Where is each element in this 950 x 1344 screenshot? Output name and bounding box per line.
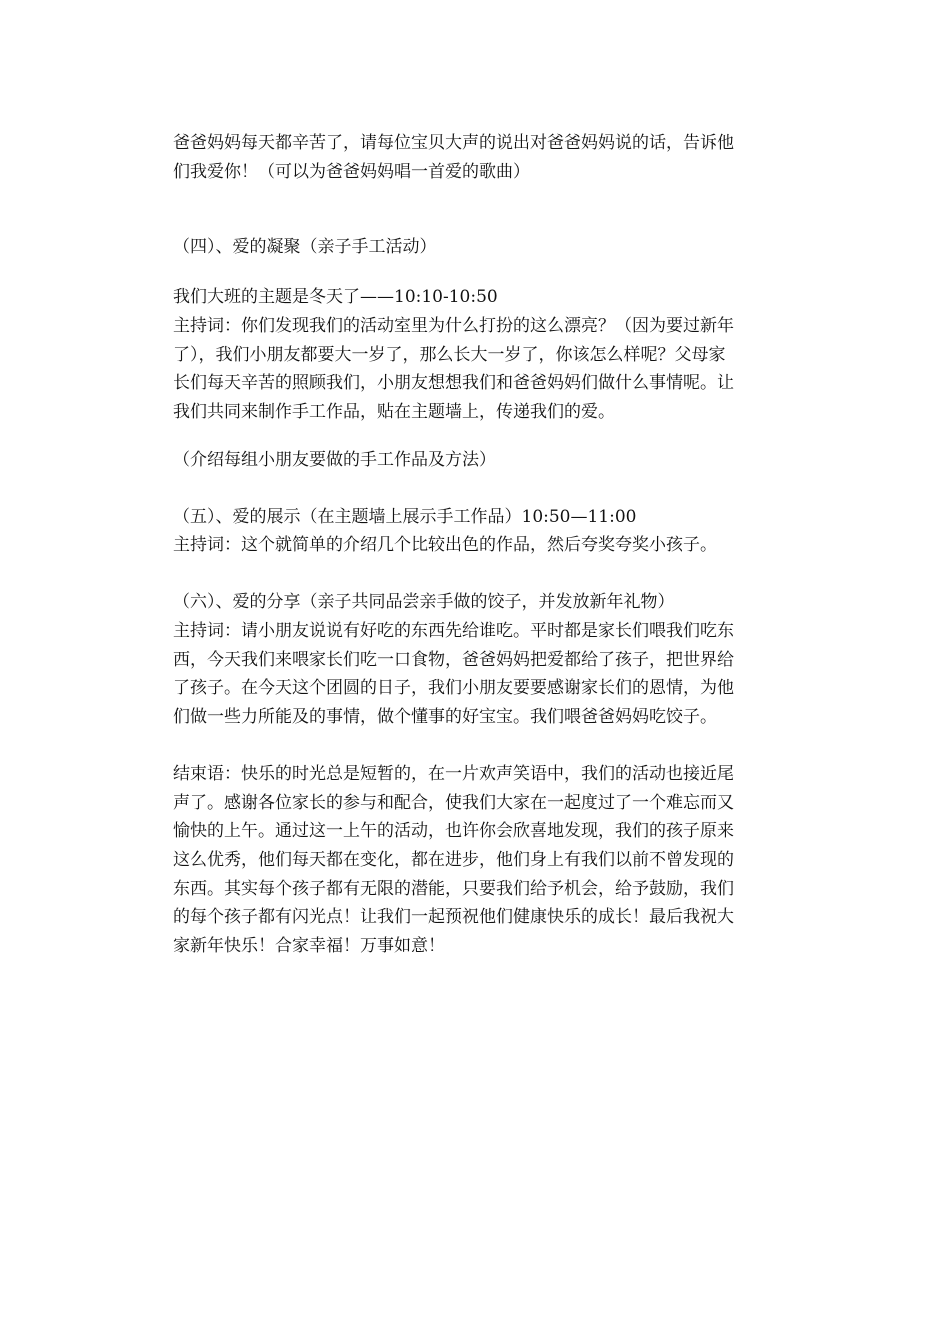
closing-line-2: 声了。感谢各位家长的参与和配合，使我们大家在一起度过了一个难忘而又 xyxy=(173,793,734,813)
section-6-speech-line-2: 西，今天我们来喂家长们吃一口食物，爸爸妈妈把爱都给了孩子，把世界给 xyxy=(173,650,734,670)
intro-line-2: 们我爱你！（可以为爸爸妈妈唱一首爱的歌曲） xyxy=(173,162,530,182)
section-4-speech-line-3: 长们每天辛苦的照顾我们，小朋友想想我们和爸爸妈妈们做什么事情呢。让 xyxy=(173,373,734,393)
section-6-speech-line-1: 主持词：请小朋友说说有好吃的东西先给谁吃。平时都是家长们喂我们吃东 xyxy=(173,621,734,641)
closing-line-3: 愉快的上午。通过这一上午的活动，也许你会欣喜地发现，我们的孩子原来 xyxy=(173,821,734,841)
closing-line-4: 这么优秀，他们每天都在变化，都在进步，他们身上有我们以前不曾发现的 xyxy=(173,850,734,870)
intro-line-1: 爸爸妈妈每天都辛苦了，请每位宝贝大声的说出对爸爸妈妈说的话，告诉他 xyxy=(173,133,734,153)
closing-line-6: 的每个孩子都有闪光点！让我们一起预祝他们健康快乐的成长！最后我祝大 xyxy=(173,907,734,927)
section-4-speech-line-1: 主持词：你们发现我们的活动室里为什么打扮的这么漂亮？（因为要过新年 xyxy=(173,316,734,336)
section-4-speech-line-2: 了），我们小朋友都要大一岁了，那么长大一岁了，你该怎么样呢？父母家 xyxy=(173,345,726,365)
section-6-speech-line-4: 们做一些力所能及的事情，做个懂事的好宝宝。我们喂爸爸妈妈吃饺子。 xyxy=(173,707,717,727)
section-6-speech-line-3: 了孩子。在今天这个团圆的日子，我们小朋友要要感谢家长们的恩情，为他 xyxy=(173,678,734,698)
section-4-note: （介绍每组小朋友要做的手工作品及方法） xyxy=(173,450,496,470)
section-5-heading: （五）、爱的展示（在主题墙上展示手工作品）10:50—11:00 xyxy=(173,507,637,527)
section-4-speech-line-4: 我们共同来制作手工作品，贴在主题墙上，传递我们的爱。 xyxy=(173,402,615,422)
closing-line-7: 家新年快乐！合家幸福！万事如意！ xyxy=(173,936,445,956)
section-4-theme: 我们大班的主题是冬天了——10:10-10:50 xyxy=(173,287,498,307)
section-6-heading: （六）、爱的分享（亲子共同品尝亲手做的饺子，并发放新年礼物） xyxy=(173,592,675,612)
section-5-speech-line-1: 主持词：这个就简单的介绍几个比较出色的作品，然后夸奖夸奖小孩子。 xyxy=(173,535,717,555)
closing-line-5: 东西。其实每个孩子都有无限的潜能，只要我们给予机会，给予鼓励，我们 xyxy=(173,879,734,899)
section-4-heading: （四）、爱的凝聚（亲子手工活动） xyxy=(173,237,437,257)
closing-line-1: 结束语：快乐的时光总是短暂的，在一片欢声笑语中，我们的活动也接近尾 xyxy=(173,764,734,784)
